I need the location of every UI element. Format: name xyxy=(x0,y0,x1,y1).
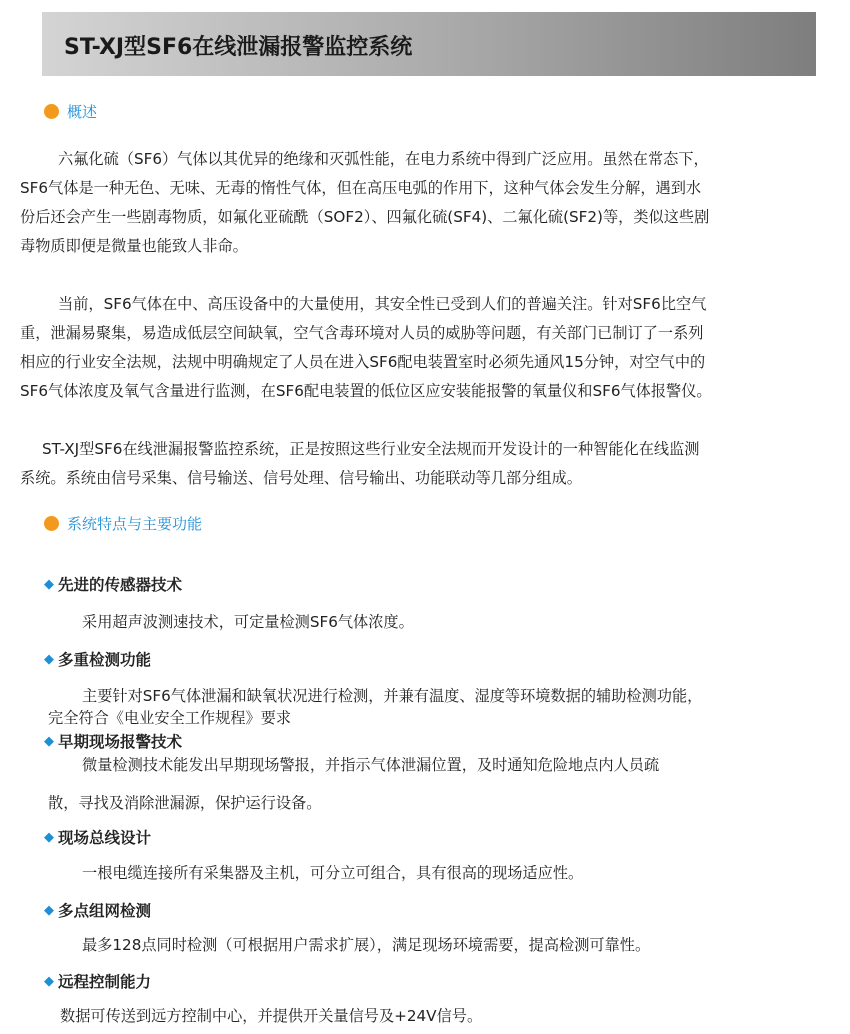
feature-text: 微量检测技术能发出早期现场警报，并指示气体泄漏位置，及时通知危险地点内人员疏 xyxy=(82,756,660,774)
feature-title: 多点组网检测 xyxy=(58,902,152,920)
feature-text: 散，寻找及消除泄漏源，保护运行设备。 xyxy=(48,794,322,812)
text-line: 当前，SF6气体在中、高压设备中的大量使用，其安全性已受到人们的普遍关注。针对SF6比空气 xyxy=(58,295,707,313)
feature-heading xyxy=(44,970,151,992)
bullet-dot-icon xyxy=(44,516,59,531)
text-line: SF6气体浓度及氧气含量进行监测，在SF6配电装置的低位区应安装能报警的氧量仪和SF6气体报警仪。 xyxy=(20,382,712,400)
feature-heading xyxy=(44,826,151,848)
diamond-bullet-icon: ◆ xyxy=(44,829,54,845)
section-heading-overview xyxy=(44,100,97,122)
text-line: 六氟化硫（SF6）气体以其优异的绝缘和灭弧性能，在电力系统中得到广泛应用。虽然在常态下， xyxy=(58,150,709,168)
feature-text: 主要针对SF6气体泄漏和缺氧状况进行检测，并兼有温度、湿度等环境数据的辅助检测功能， xyxy=(82,687,703,705)
feature-heading xyxy=(44,899,151,921)
section-title: 概述 xyxy=(67,102,98,121)
feature-text: 采用超声波测速技术，可定量检测SF6气体浓度。 xyxy=(82,613,414,631)
feature-title: 先进的传感器技术 xyxy=(58,576,183,594)
text-line: 相应的行业安全法规，法规中明确规定了人员在进入SF6配电装置室时必须先通风15分钟，对空气中的 xyxy=(20,353,706,371)
text-line: 份后还会产生一些剧毒物质，如氟化亚硫酰（SOF2）、四氟化硫(SF4)、二氟化硫(SF2)等，类似这些剧 xyxy=(20,208,710,226)
feature-text: 完全符合《电业安全工作规程》要求 xyxy=(48,709,291,727)
bullet-dot-icon xyxy=(44,104,59,119)
text-line: ST-XJ型SF6在线泄漏报警监控系统，正是按照这些行业安全法规而开发设计的一种智能化在线监测 xyxy=(42,440,700,458)
diamond-bullet-icon: ◆ xyxy=(44,973,54,989)
text-line: 系统。系统由信号采集、信号输送、信号处理、信号输出、功能联动等几部分组成。 xyxy=(20,469,582,487)
feature-title: 远程控制能力 xyxy=(58,973,152,991)
section-title: 系统特点与主要功能 xyxy=(67,514,203,533)
feature-heading xyxy=(44,648,151,670)
feature-title: 早期现场报警技术 xyxy=(58,733,183,751)
diamond-bullet-icon: ◆ xyxy=(44,651,54,667)
text-line: 重，泄漏易聚集，易造成低层空间缺氧，空气含毒环境对人员的威胁等问题，有关部门已制订了一系列 xyxy=(20,324,704,342)
overview-paragraph-2 xyxy=(20,290,834,406)
text-line: 毒物质即便是微量也能致人非命。 xyxy=(20,237,248,255)
feature-text: 一根电缆连接所有采集器及主机，可分立可组合，具有很高的现场适应性。 xyxy=(82,864,584,882)
feature-title: 多重检测功能 xyxy=(58,651,152,669)
feature-text: 数据可传送到远方控制中心，并提供开关量信号及+24V信号。 xyxy=(60,1007,483,1025)
section-heading-features xyxy=(44,512,202,534)
overview-paragraph-1 xyxy=(20,145,834,261)
text-line: SF6气体是一种无色、无味、无毒的惰性气体，但在高压电弧的作用下，这种气体会发生分解，遇到水 xyxy=(20,179,702,197)
feature-heading xyxy=(44,573,182,595)
diamond-bullet-icon: ◆ xyxy=(44,902,54,918)
title-banner xyxy=(42,12,816,76)
page-title: ST-XJ型SF6在线泄漏报警监控系统 xyxy=(64,35,413,60)
overview-paragraph-3 xyxy=(20,435,834,493)
feature-text: 最多128点同时检测（可根据用户需求扩展），满足现场环境需要，提高检测可靠性。 xyxy=(82,936,651,954)
diamond-bullet-icon: ◆ xyxy=(44,576,54,592)
diamond-bullet-icon: ◆ xyxy=(44,733,54,749)
feature-title: 现场总线设计 xyxy=(58,829,152,847)
feature-heading xyxy=(44,730,182,752)
